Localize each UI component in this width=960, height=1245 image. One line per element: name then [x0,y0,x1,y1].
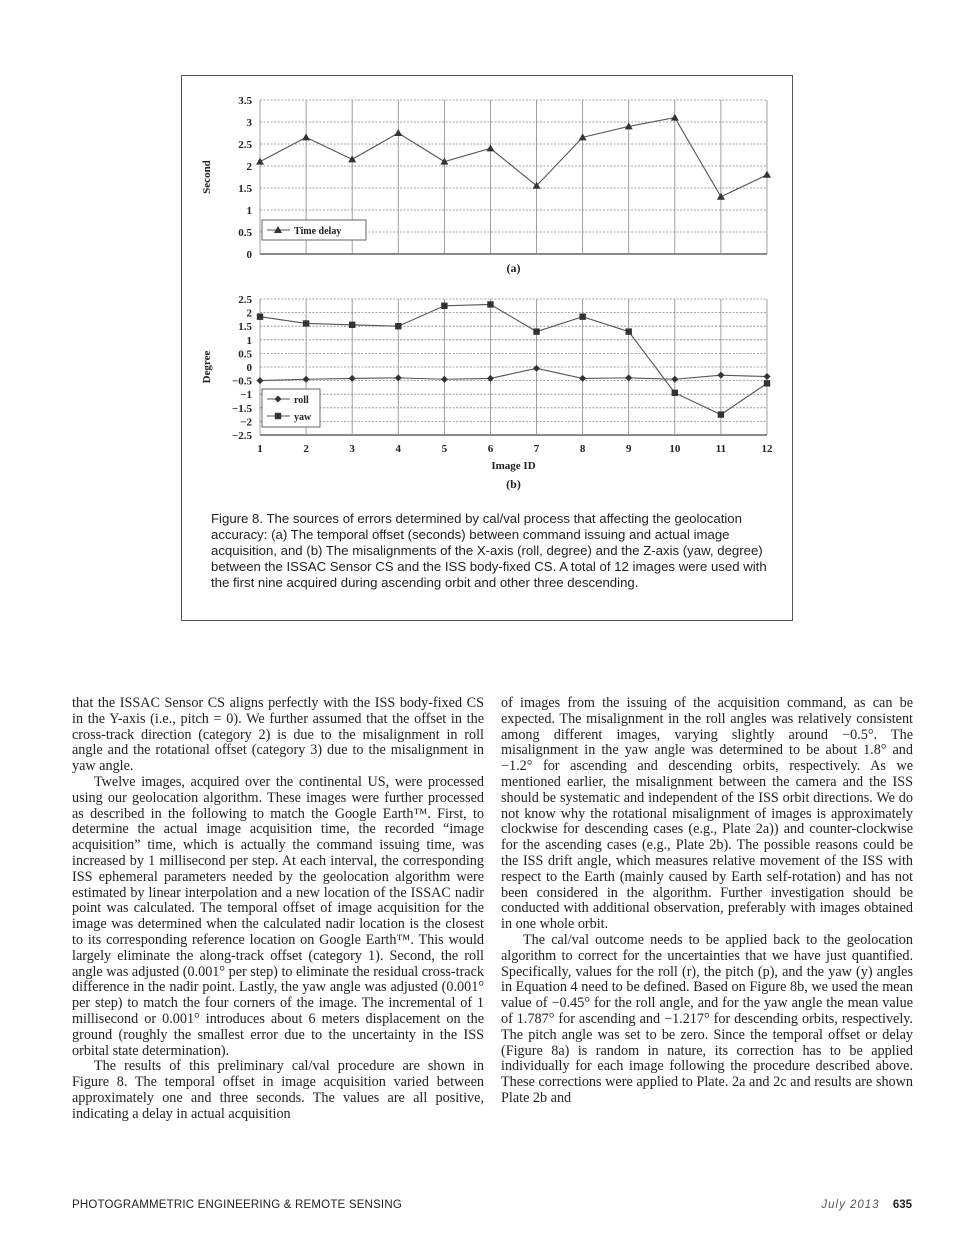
x-tick-label: 10 [669,443,681,455]
figure-charts [182,76,794,506]
y-axis-label: Second [201,160,213,194]
y-tick-label: 0 [246,362,252,374]
body-column-right [501,696,913,1107]
footer-page-info [821,1199,912,1211]
data-point-yaw [533,328,539,334]
x-tick-label: 7 [533,443,540,455]
data-point-yaw [672,390,678,396]
y-tick-label: 1 [246,334,252,347]
x-tick-label: 9 [625,443,632,455]
y-tick-label: 3.5 [238,95,252,107]
x-tick-label: 1 [257,443,263,455]
body-column-left [72,696,484,1123]
series-line-roll [260,368,767,380]
y-tick-label: −1.5 [231,402,252,415]
data-point-roll [257,377,264,384]
x-tick-label: 6 [487,443,494,455]
y-tick-label: −2 [240,416,252,429]
data-point-roll [764,373,771,380]
data-point-yaw [764,380,770,386]
series-line-time-delay [260,118,767,197]
data-point-time-delay [256,158,264,165]
data-point-time-delay [763,171,771,178]
y-tick-label: 3 [246,117,252,129]
x-tick-label: 2 [303,443,309,455]
y-axis-label: Degree [201,350,213,384]
data-point-roll [533,365,540,372]
panel-label: (b) [506,477,521,491]
x-axis-label: Image ID [491,460,536,472]
paragraph: The results of this preliminary cal/val procedure are shown in Figure 8. The temporal offset in image acquisition varied between approximately one and three seconds. The values are all positive, indicating a delay in actual acquisition [72,1058,484,1122]
data-point-yaw [441,303,447,309]
series-line-yaw [260,304,767,414]
data-point-yaw [303,320,309,326]
data-point-roll [441,376,448,383]
x-tick-label: 4 [395,443,402,455]
journal-name: PHOTOGRAMMETRIC ENGINEERING & REMOTE SENSING [72,1199,402,1211]
data-point-time-delay [348,155,356,162]
data-point-roll [717,372,724,379]
legend-label: Time delay [294,226,342,237]
data-point-roll [671,376,678,383]
data-point-time-delay [671,114,679,121]
x-tick-label: 12 [761,443,773,455]
data-point-time-delay [717,193,725,200]
data-point-yaw [626,328,632,334]
legend-marker [275,413,281,419]
paragraph: that the ISSAC Sensor CS aligns perfectly with the ISS body-fixed CS in the Y-axis (i.e., pitch = 0). We further assumed that the offset in the cross-track direction (category 2) is due to the misalignment in roll angle and the rotational offset (category 3) due to the misalignment in yaw angle. [72,695,484,775]
data-point-yaw [718,411,724,417]
y-tick-label: 2.5 [238,294,252,306]
data-point-yaw [395,323,401,329]
x-tick-label: 11 [715,443,727,455]
data-point-yaw [487,301,493,307]
y-tick-label: 0.5 [238,227,252,239]
y-tick-label: 1.5 [238,321,252,334]
y-tick-label: 1.5 [238,183,252,195]
data-point-time-delay [302,133,310,140]
x-tick-label: 8 [579,443,586,455]
issue-date: July 2013 [821,1199,880,1211]
x-tick-label: 3 [349,443,355,455]
y-tick-label: 2 [246,307,252,320]
paragraph: Twelve images, acquired over the continental US, were processed using our geolocation algorithm. These images were further processed as described in the following to match the Google Earth™. First, to determine the actual image acquisition time, the recorded “image acquisition” time, which is actually the command issuing time, was increased by 1 millisecond per step. At each interval, the corresponding ISS ephemeral parameters needed by the geolocation algorithm were estimated by linear interpolation and a new location of the ISSAC nadir point was calculated. The temporal offset of image acquisition for the image was determined when the calculated nadir location is the closest to its corresponding reference location on Google Earth™. This would largely eliminate the along-track offset (category 1). Second, the roll angle was adjusted (0.001° per step) to eliminate the residual cross-track difference in the nadir point. Lastly, the yaw angle was adjusted (0.001° per step) to match the four corners of the image. The incremental of 1 millisecond or 0.001° introduces about 6 meters displacement on the ground (roughly the smallest error due to the uncertainty in the ISS orbital state determination). [72,773,484,1059]
x-tick-label: 5 [441,443,448,455]
y-tick-label: 2.5 [238,139,252,151]
figure-8 [181,75,793,621]
data-point-time-delay [394,129,402,136]
paragraph: of images from the issuing of the acquisition command, as can be expected. The misalignment in the roll angles was relatively consistent among different images, varying slightly around −0.5°. The misalignment in the yaw angle was determined to be about 1.8° and −1.2° for ascending and descending orbits, respectively. As we mentioned earlier, the misalignment between the camera and the ISS should be systematic and independent of the ISS orbit directions. We do not know why the rotational misalignment of images is approximately clockwise for descending cases (e.g., Plate 2a)) and counter-clockwise for the ascending cases (e.g., Plate 2b). The possible reasons could be the ISS drift angle, which measures relative movement of the ISS with respect to the Earth (mainly caused by Earth self-rotation) and has not been considered in the algorithm. Further investigation should be conducted with additional observation, preferably with images obtained in one whole orbit. [501,695,913,933]
y-tick-label: −1 [240,389,252,402]
data-point-yaw [257,313,263,319]
legend-label: yaw [294,412,312,423]
legend-box [262,389,320,427]
paragraph: The cal/val outcome needs to be applied back to the geolocation algorithm to correct for the uncertainties that we have just quantified. Specifically, values for the roll (r), the pitch (p), and the yaw (y) angles in Equation 4 need to be defined. Based on Figure 8b, we used the mean value of −0.45° for the roll angle, and for the yaw angle the mean value of 1.787° for ascending and −1.217° for descending orbits, respectively. The pitch angle was set to be zero. Since the temporal offset or delay (Figure 8a) is random in nature, its correction has to be applied individually for each image following the procedure described above. These corrections were applied to Plate. 2a and 2c and results are shown Plate 2b and [501,931,913,1106]
data-point-time-delay [486,144,494,151]
data-point-roll [303,376,310,383]
page-number: 635 [892,1199,912,1211]
data-point-yaw [349,322,355,328]
y-tick-label: 2 [246,161,252,173]
data-point-yaw [579,313,585,319]
y-tick-label: 0 [246,249,252,261]
panel-label: (a) [506,261,521,275]
y-tick-label: −0.5 [231,375,252,388]
y-tick-label: 0.5 [238,348,252,361]
y-tick-label: −2.5 [231,430,252,442]
figure-caption: Figure 8. The sources of errors determined by cal/val process that affecting the geolocation accuracy: (a) The temporal offset (seconds) between command issuing and actual image acquisition, and (b) The misalignments of the X-axis (roll, degree) and the Z-axis (yaw, degree) between the ISSAC Sensor CS and the ISS body-fixed CS. A total of 12 images were used with the first nine acquired during ascending orbit and other three descending. [211,511,767,590]
legend-label: roll [294,395,309,406]
y-tick-label: 1 [246,205,252,217]
